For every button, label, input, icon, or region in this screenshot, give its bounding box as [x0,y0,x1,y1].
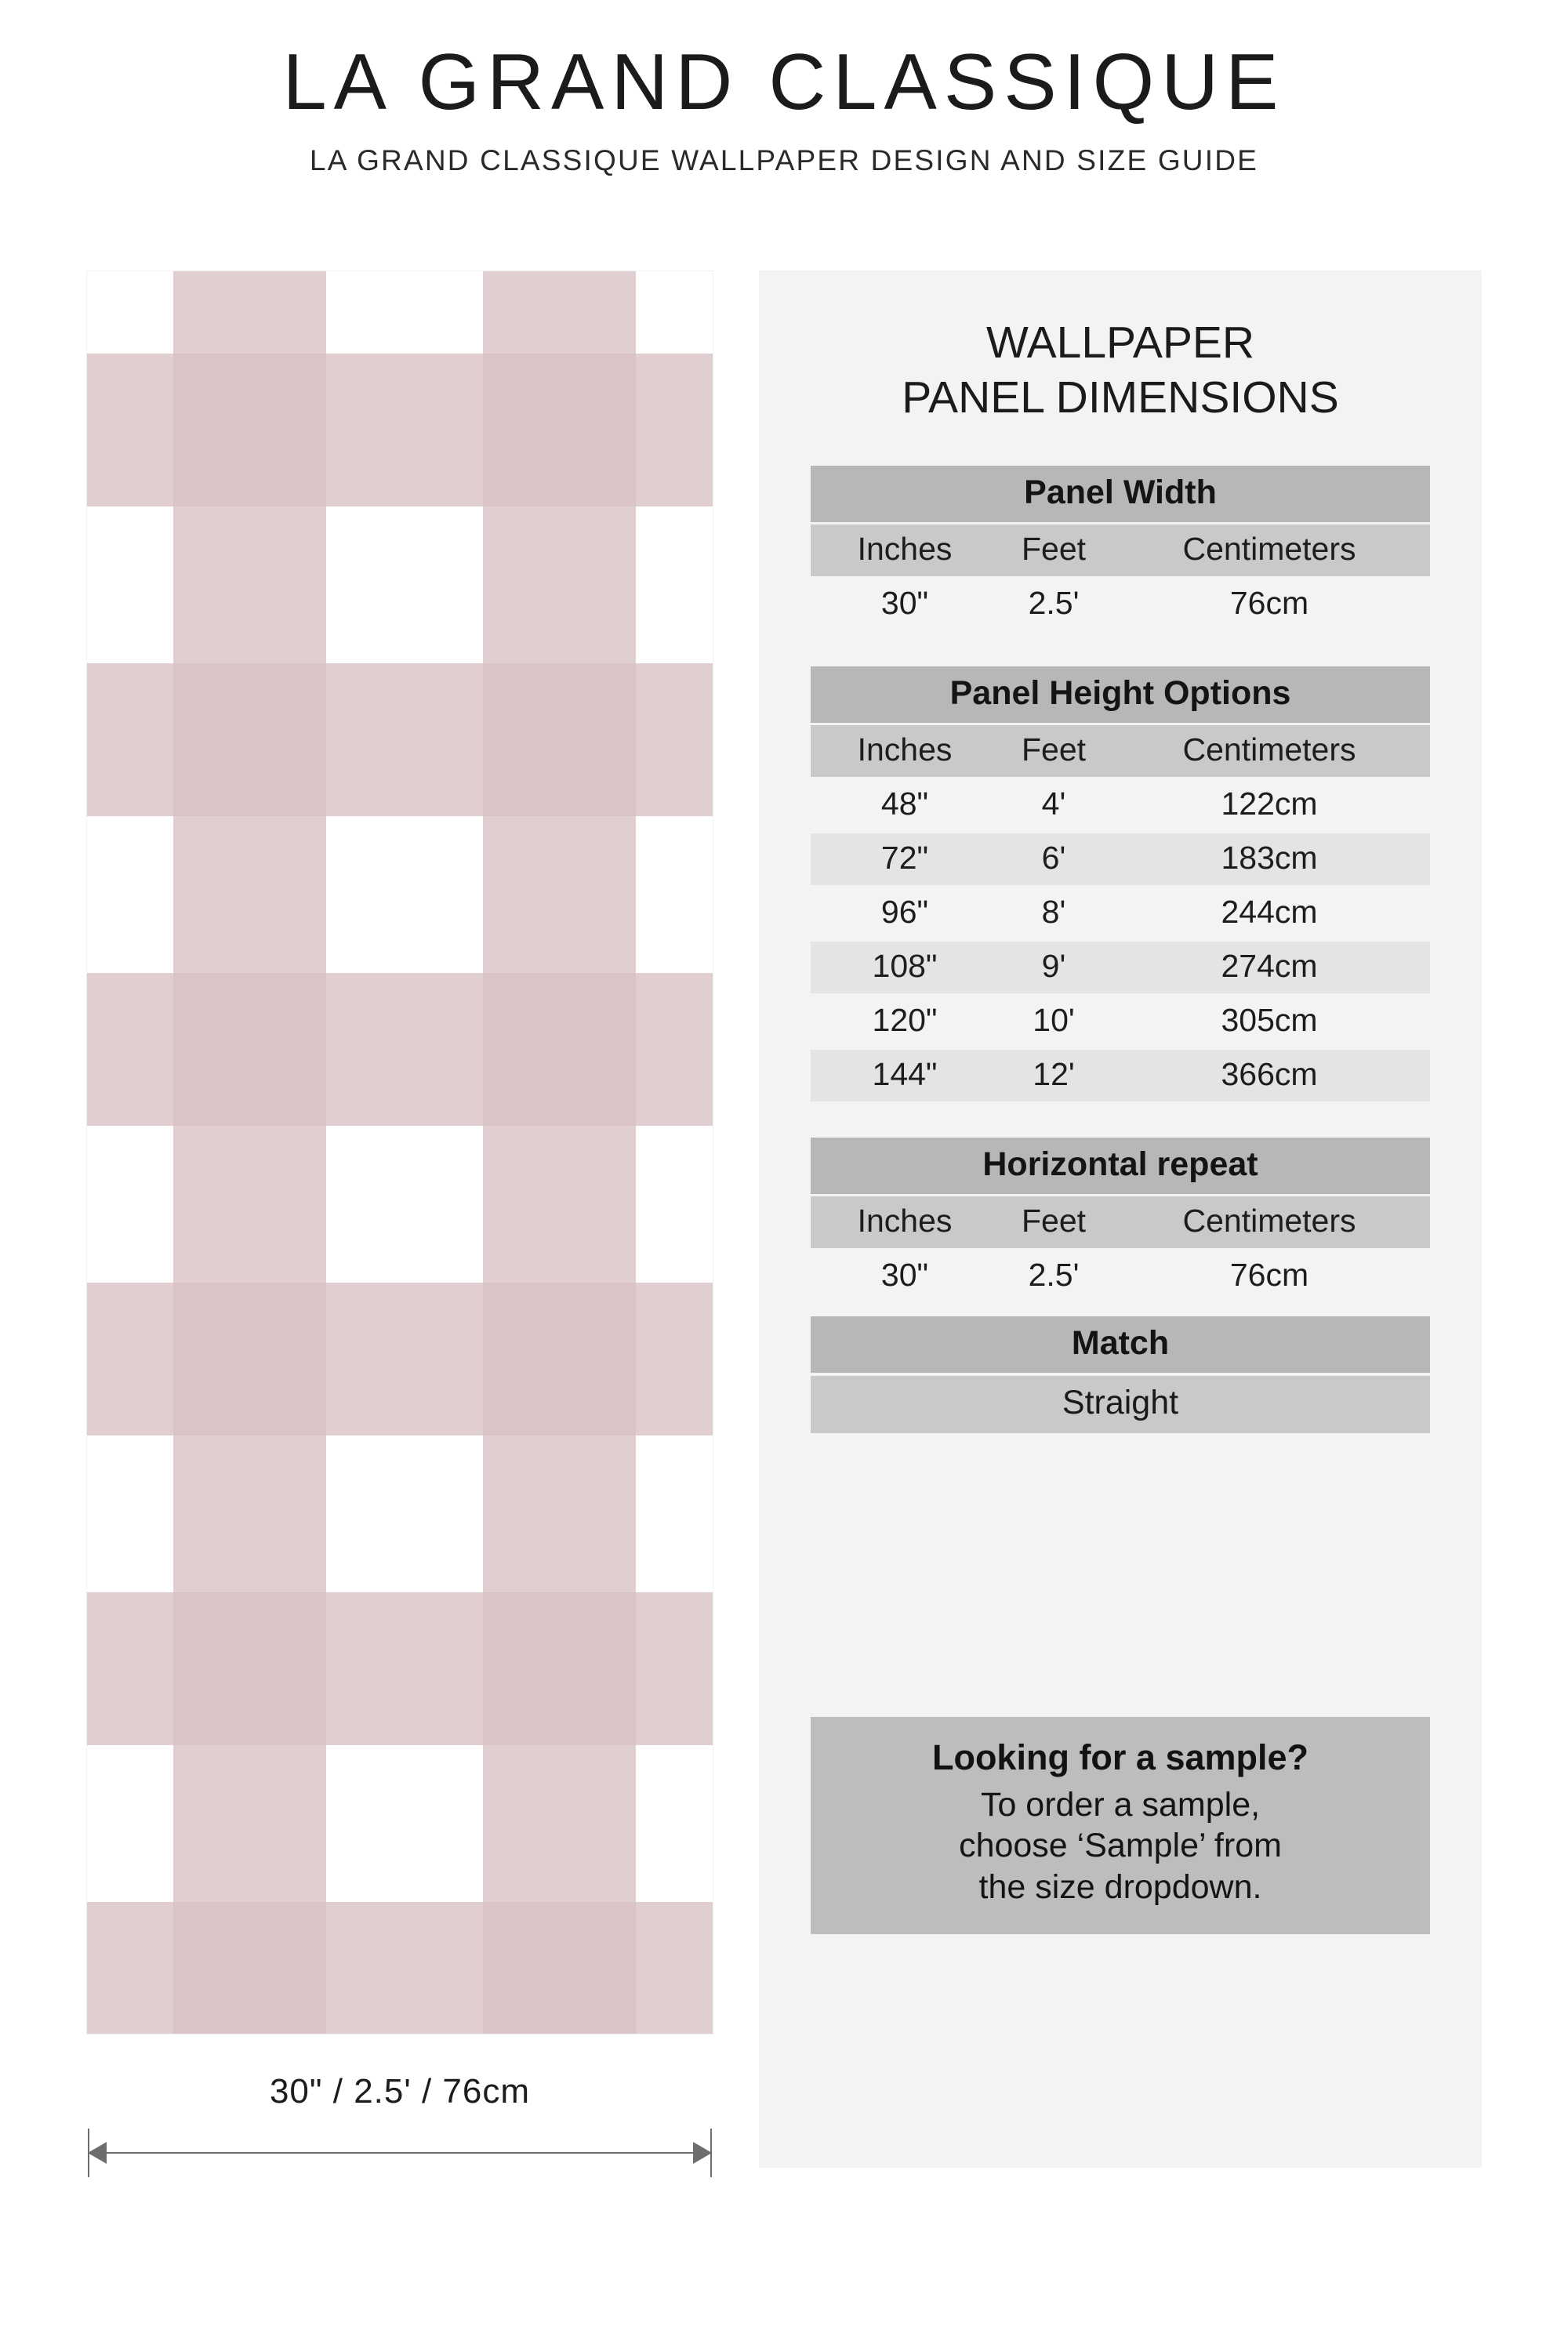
table-row [811,779,1430,831]
sample-info-box [811,1717,1430,1934]
pattern-swatch [86,270,713,2034]
cell-inches: 48" [880,786,929,822]
table-row [811,996,1430,1047]
column-header-feet: Feet [1021,531,1087,568]
cell-inches: 30" [880,1257,929,1294]
cell-feet: 4' [1041,786,1066,822]
column-header-centimeters: Centimeters [1182,1203,1356,1240]
cell-centimeters: 305cm [1221,1002,1318,1039]
table-row [811,1050,1430,1102]
sample-text-line3: the size dropdown. [978,1867,1262,1906]
cell-centimeters: 274cm [1221,948,1318,985]
width-measurement [86,2034,713,2230]
measurement-tick-right [710,2129,712,2177]
page-header [0,0,1568,177]
arrow-right-icon [693,2142,712,2164]
horizontal-repeat-header-row [811,1196,1430,1248]
match-heading: Match [811,1316,1430,1373]
match-table [811,1316,1430,1433]
arrow-left-icon [88,2142,107,2164]
column-header-feet: Feet [1021,731,1087,768]
pattern-horizontal-stripe [87,1283,713,1436]
horizontal-repeat-heading: Horizontal repeat [811,1138,1430,1194]
panel-width-heading: Panel Width [811,466,1430,522]
pattern-horizontal-stripe [87,1902,713,2034]
sample-text-line1: To order a sample, [980,1786,1261,1824]
cell-feet: 6' [1041,840,1066,877]
table-row [811,1250,1430,1302]
cell-feet: 10' [1033,1002,1075,1039]
cell-inches: 108" [872,948,938,985]
table-row [811,579,1430,630]
measurement-line [93,2152,707,2154]
column-header-inches: Inches [857,731,953,768]
swatch-panel [86,270,713,2230]
cell-centimeters: 244cm [1221,894,1318,931]
panel-title-line1: WALLPAPER [985,318,1255,368]
page-subtitle: LA GRAND CLASSIQUE WALLPAPER DESIGN AND SIZE GUIDE [309,144,1258,177]
cell-feet: 9' [1041,948,1066,985]
column-header-feet: Feet [1021,1203,1087,1240]
horizontal-repeat-table [811,1138,1430,1302]
cell-inches: 144" [872,1056,938,1093]
column-header-inches: Inches [857,1203,953,1240]
pattern-vertical-stripe [173,271,326,2034]
cell-feet: 2.5' [1028,1257,1080,1294]
panel-width-table [811,466,1430,630]
cell-feet: 8' [1041,894,1066,931]
page-title: LA GRAND CLASSIQUE [282,38,1286,126]
cell-centimeters: 76cm [1229,1257,1309,1294]
table-row [811,942,1430,993]
table-row [811,887,1430,939]
cell-centimeters: 122cm [1221,786,1318,822]
cell-feet: 2.5' [1028,585,1080,622]
cell-inches: 72" [880,840,929,877]
table-row [811,833,1430,885]
column-header-centimeters: Centimeters [1182,531,1356,568]
cell-inches: 96" [880,894,929,931]
cell-centimeters: 183cm [1221,840,1318,877]
dimensions-panel [759,270,1482,2168]
panel-height-header-row [811,725,1430,777]
cell-inches: 30" [880,585,929,622]
pattern-horizontal-stripe [87,354,713,506]
pattern-horizontal-stripe [87,663,713,816]
width-measurement-label: 30" / 2.5' / 76cm [269,2072,531,2111]
panel-height-heading: Panel Height Options [811,666,1430,723]
panel-height-table [811,666,1430,1102]
cell-inches: 120" [872,1002,938,1039]
measurement-tick-left [88,2129,89,2177]
panel-width-header-row [811,524,1430,576]
cell-centimeters: 76cm [1229,585,1309,622]
pattern-vertical-stripe [483,271,636,2034]
cell-centimeters: 366cm [1221,1056,1318,1093]
match-value: Straight [811,1376,1430,1433]
column-header-inches: Inches [857,531,953,568]
cell-feet: 12' [1033,1056,1075,1093]
panel-title [759,316,1482,425]
pattern-horizontal-stripe [87,1592,713,1745]
panel-title-line2: PANEL DIMENSIONS [902,372,1339,423]
column-header-centimeters: Centimeters [1182,731,1356,768]
main-content [0,270,1568,2230]
sample-text-line2: choose ‘Sample’ from [959,1827,1282,1865]
sample-title: Looking for a sample? [931,1737,1309,1777]
pattern-horizontal-stripe [87,973,713,1126]
